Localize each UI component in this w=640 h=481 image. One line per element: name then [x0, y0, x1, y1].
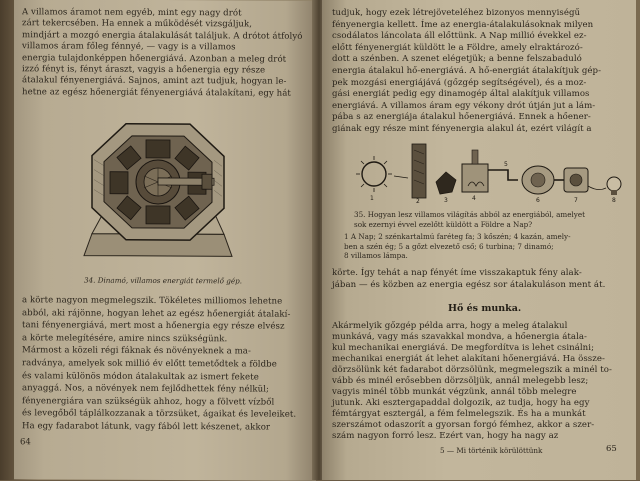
dynamo-illustration [74, 116, 242, 267]
text-line: 8 villamos lámpa. [344, 251, 408, 260]
svg-text:6: 6 [536, 197, 540, 204]
text-line: körte. Így tehát a nap fényét íme visszakaptuk fény alak- [332, 268, 582, 278]
text-line: radványa, amelyek sok millió év előtt temetődtek a földbe [22, 358, 277, 370]
svg-text:7: 7 [574, 197, 578, 204]
text-line: zárt tekercsében. Ha ennek a működését vizsgáljuk, [22, 18, 253, 30]
text-line: izzó fényt is, fényt áraszt, vagyis a hőenergia egy része [22, 64, 266, 76]
text-line: 1 A Nap; 2 szénkartalmú faréteg fa; 3 kőszén; 4 kazán, amely- [344, 232, 571, 241]
dynamo-icon [564, 168, 588, 192]
right-footer-text: 5 — Mi történik körülöttünk [440, 446, 543, 455]
left-top-text [14, 0, 316, 99]
text-line: jutunk. Aki esztergapaddal dolgozik, az tudja, hogy ha egy [332, 398, 590, 408]
text-line: fémtárgyat esztergál, a fém felmelegszik. És ha a munkát [332, 409, 586, 419]
text-line: fényenergia kellett. Íme az energia-átalakulásoknak milyen [332, 19, 594, 30]
text-line: dörzsölünk két fadarabot dörzsölünk, megmelegszik a minél to- [332, 365, 612, 375]
text-line: kul mechanikai energiává. De megfordítva is lehet csinálni; [332, 343, 595, 353]
text-line: előtt fényenergiát küldött le a Földre, amely elraktározó- [332, 42, 583, 53]
text-line: és levegőből táplálkozzanak a törzsüket, ágaikat és leveleiket. [22, 408, 297, 421]
text-line: 35. Hogyan lesz villamos világítás abból az energiából, amelyet [354, 210, 585, 219]
text-line: jában — és közben az energia egész sor átalakuláson ment át. [332, 279, 606, 290]
text-line: átalakul fényenergiává. Sajnos, amint azt tudjuk, hogyan le- [22, 75, 287, 88]
sun-icon [356, 156, 392, 192]
text-line: hetne az egész hőenergiát fényenergiává átalakítani, egy hát [22, 87, 291, 99]
text-line: anyaggá. Nos, a növények nem fejlődhettek fény nélkül; [22, 383, 269, 395]
svg-text:3: 3 [444, 197, 448, 204]
left-page [14, 0, 316, 481]
text-line: energia átalakul hő-energiává. A hő-energiát átalakítjuk gép- [332, 66, 602, 76]
text-line: és valami különös módon átalakultak az ismert fekete [22, 370, 259, 383]
text-line: szerszámot odaszorít a gyorsan forgó fémhez, akkor a szer- [332, 420, 595, 430]
text-line: A villamos áramot nem egyéb, mint egy nagy drót [22, 7, 242, 19]
right-page-number: 65 [606, 444, 617, 454]
text-line: villamos áram főleg fénnyé, — vagy is a villamos [22, 41, 236, 53]
text-line: fényenergiára van szükségük ahhoz, hogy a fölvett vízből [22, 396, 275, 408]
svg-text:4: 4 [472, 195, 476, 202]
text-line: a körte melegítésére, amire nincs szükségünk. [22, 333, 228, 345]
text-line: gási energiát pedig egy dinamogép által alakítjuk villamos [332, 89, 590, 100]
energy-chain-illustration [352, 142, 632, 204]
lamp-icon [607, 177, 621, 195]
text-line: Akármelyik gőzgép példa arra, hogy a meleg átalakul [332, 321, 568, 331]
boiler-icon [462, 150, 488, 192]
right-page [322, 0, 636, 480]
turbine-icon [522, 166, 554, 194]
text-line: vagyis minél több munkát végzünk, annál több melegre [332, 387, 577, 397]
text-line: ben a szén ég; 5 a gőzt elvezető cső; 6 turbina; 7 dinamó; [344, 241, 554, 251]
text-line: tudjuk, hogy ezek létrejöveteléhez bizonyos mennyiségű [332, 8, 581, 18]
svg-text:8: 8 [612, 197, 616, 204]
energy-chain-figure [352, 142, 632, 204]
section-heading: Hő és munka. [448, 303, 522, 314]
svg-text:2: 2 [416, 198, 420, 204]
text-line: abból, aki rájönne, hogyan lehet az egész hőenergiát átalakí- [22, 307, 291, 320]
left-figure-caption: 34. Dinamó, villamos energiát termelő gép. [84, 275, 242, 286]
dynamo-figure [74, 116, 242, 267]
text-line: mechanikai energiát át lehet alakítani hőenergiává. Ha össze- [332, 354, 605, 364]
text-line: pek mozgási energiájává (gőzgép segítségével), és a moz- [332, 77, 587, 88]
coal-icon [436, 172, 456, 194]
text-line: giának egy része mint fényenergia alakul át, ezért világít a [332, 124, 592, 134]
text-line: energiává. A villamos áram egy vékony drót útján jut a lám- [332, 100, 596, 111]
text-line: munkává, vagy más szavakkal mondva, a hőenergia átala- [332, 332, 587, 342]
text-line: vább és minél erősebben dörzsöljük, annál melegebb lesz; [332, 376, 589, 386]
text-line: a körte nagyon megmelegszik. Tökéletes milliomos lehetne [22, 295, 283, 307]
left-page-number: 64 [20, 437, 31, 448]
text-line: szám nagyon forró lesz. Ezért van, hogy ha nagy az [332, 431, 559, 441]
text-line: energia tulajdonképpen hőenergiává. Azonban a meleg drót [22, 52, 287, 65]
tree-icon [412, 144, 426, 198]
text-line: dott a szénben. A szenet elégetjük; a benne felszabaduló [332, 54, 582, 65]
text-line: csodálatos láncolata áll előttünk. A Nap millió évekkel ez- [332, 31, 587, 42]
text-line: pába s az energiája átalakul hőenergiává. Ennek a hőener- [332, 112, 591, 123]
text-line: Mármost a közeli régi fáknak és növényeknek a ma- [22, 345, 251, 357]
text-line: mindjárt a mozgó energia átalakulását találjuk. A drótot átfolyó [22, 30, 303, 42]
svg-text:5: 5 [504, 161, 508, 168]
text-line: sok ezernyi évvel ezelőtt küldött a Földre a Nap? [354, 219, 533, 229]
text-line: tani fényenergiává, mert most a hőenergia egy része elvész [22, 320, 285, 332]
text-line: Ha egy fadarabot látunk, vagy fából lett készenet, akkor [22, 421, 271, 433]
svg-text:1: 1 [370, 195, 374, 202]
